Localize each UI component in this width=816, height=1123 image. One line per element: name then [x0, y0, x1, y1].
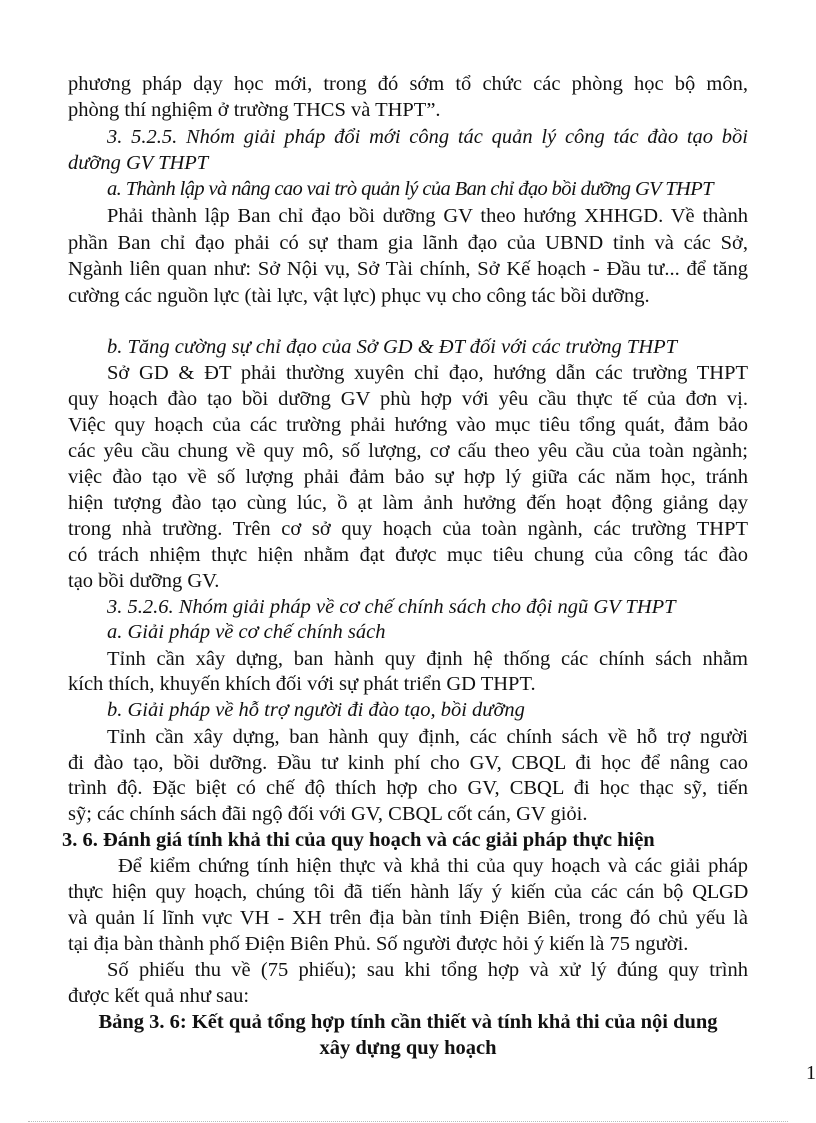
text-line: sỹ; các chính sách đãi ngộ đối với GV, CBQL cốt cán, GV giỏi. [68, 803, 588, 825]
text-line: Ngành liên quan như: Sở Nội vụ, Sở Tài chính, Sở Kế hoạch - Đầu tư... để tăng [68, 258, 748, 280]
section-heading: dưỡng GV THPT [68, 152, 209, 174]
text-line: trình độ. Đặc biệt có chế độ thích hợp cho GV, CBQL đi học thạc sỹ, tiến [68, 777, 748, 799]
subsection-heading: a. Giải pháp về cơ chế chính sách [107, 621, 386, 643]
text-line: phòng thí nghiệm ở trường THCS và THPT”. [68, 99, 441, 121]
text-line: thực hiện quy hoạch, chúng tôi đã tiến hành lấy ý kiến của các cán bộ QLGD [68, 881, 748, 903]
text-line: phương pháp dạy học mới, trong đó sớm tổ chức các phòng học bộ môn, [68, 73, 748, 95]
subsection-heading: b. Tăng cường sự chỉ đạo của Sở GD & ĐT đối với các trường THPT [107, 336, 678, 358]
subsection-heading: a. Thành lập và nâng cao vai trò quản lý của Ban chỉ đạo bồi dưỡng GV THPT [107, 178, 713, 200]
table-caption: xây dựng quy hoạch [319, 1037, 497, 1059]
text-line: và quản lí lĩnh vực VH - XH trên địa bàn tỉnh Điện Biên, trong đó chủ yếu là [68, 907, 748, 929]
text-line: được kết quả như sau: [68, 985, 250, 1007]
text-line: Tỉnh cần xây dựng, ban hành quy định hệ thống các chính sách nhằm [107, 648, 748, 670]
table-caption: Bảng 3. 6: Kết quả tổng hợp tính cần thiết và tính khả thi của nội dung [98, 1011, 718, 1033]
text-line: tại địa bàn thành phố Điện Biên Phủ. Số người được hỏi ý kiến là 75 người. [68, 933, 689, 955]
text-line: trong nhà trường. Trên cơ sở quy hoạch của toàn ngành, các trường THPT [68, 518, 748, 540]
section-heading: 3. 5.2.5. Nhóm giải pháp đổi mới công tác quản lý công tác đào tạo bồi [107, 126, 748, 148]
text-line: Để kiểm chứng tính hiện thực và khả thi của quy hoạch và các giải pháp [118, 855, 748, 877]
text-line: Sở GD & ĐT phải thường xuyên chỉ đạo, hướng dẫn các trường THPT [107, 362, 748, 384]
text-line: việc đào tạo về số lượng phải đảm bảo sự hợp lý giữa các năm học, tránh [68, 466, 748, 488]
text-line: phần Ban chỉ đạo phải có sự tham gia lãnh đạo của UBND tỉnh và các Sở, [68, 232, 748, 254]
text-line: hiện tượng đào tạo cùng lúc, ồ ạt làm ảnh hưởng đến hoạt động giảng dạy [68, 492, 748, 514]
text-line: Số phiếu thu về (75 phiếu); sau khi tổng hợp và xử lý đúng quy trình [107, 959, 748, 981]
text-line: quy hoạch đào tạo bồi dưỡng GV phù hợp với yêu cầu thực tế của đơn vị. [68, 388, 748, 410]
text-line: Tỉnh cần xây dựng, ban hành quy định, các chính sách về hỗ trợ người [107, 726, 748, 748]
text-line: các yêu cầu chung về quy mô, số lượng, cơ cấu theo yêu cầu của toàn ngành; [68, 440, 748, 462]
section-heading: 3. 6. Đánh giá tính khả thi của quy hoạch và các giải pháp thực hiện [62, 829, 655, 851]
subsection-heading: b. Giải pháp về hỗ trợ người đi đào tạo, bồi dưỡng [107, 699, 525, 721]
page-divider [28, 1121, 788, 1122]
text-line: Phải thành lập Ban chỉ đạo bồi dưỡng GV theo hướng XHHGD. Về thành [107, 205, 748, 227]
text-line: cường các nguồn lực (tài lực, vật lực) phục vụ cho công tác bồi dưỡng. [68, 285, 650, 307]
text-line: tạo bồi dưỡng GV. [68, 570, 220, 592]
text-line: Việc quy hoạch của các trường phải hướng vào mục tiêu tổng quát, đảm bảo [68, 414, 748, 436]
section-heading: 3. 5.2.6. Nhóm giải pháp về cơ chế chính sách cho đội ngũ GV THPT [107, 596, 676, 618]
text-line: kích thích, khuyến khích đối với sự phát triển GD THPT. [68, 673, 536, 695]
text-line: đi đào tạo, bồi dưỡng. Đầu tư kinh phí cho GV, CBQL đi học để nâng cao [68, 752, 748, 774]
page-number: 1 [806, 1062, 816, 1084]
text-line: có trách nhiệm thực hiện nhằm đạt được mục tiêu chung của công tác đào [68, 544, 748, 566]
